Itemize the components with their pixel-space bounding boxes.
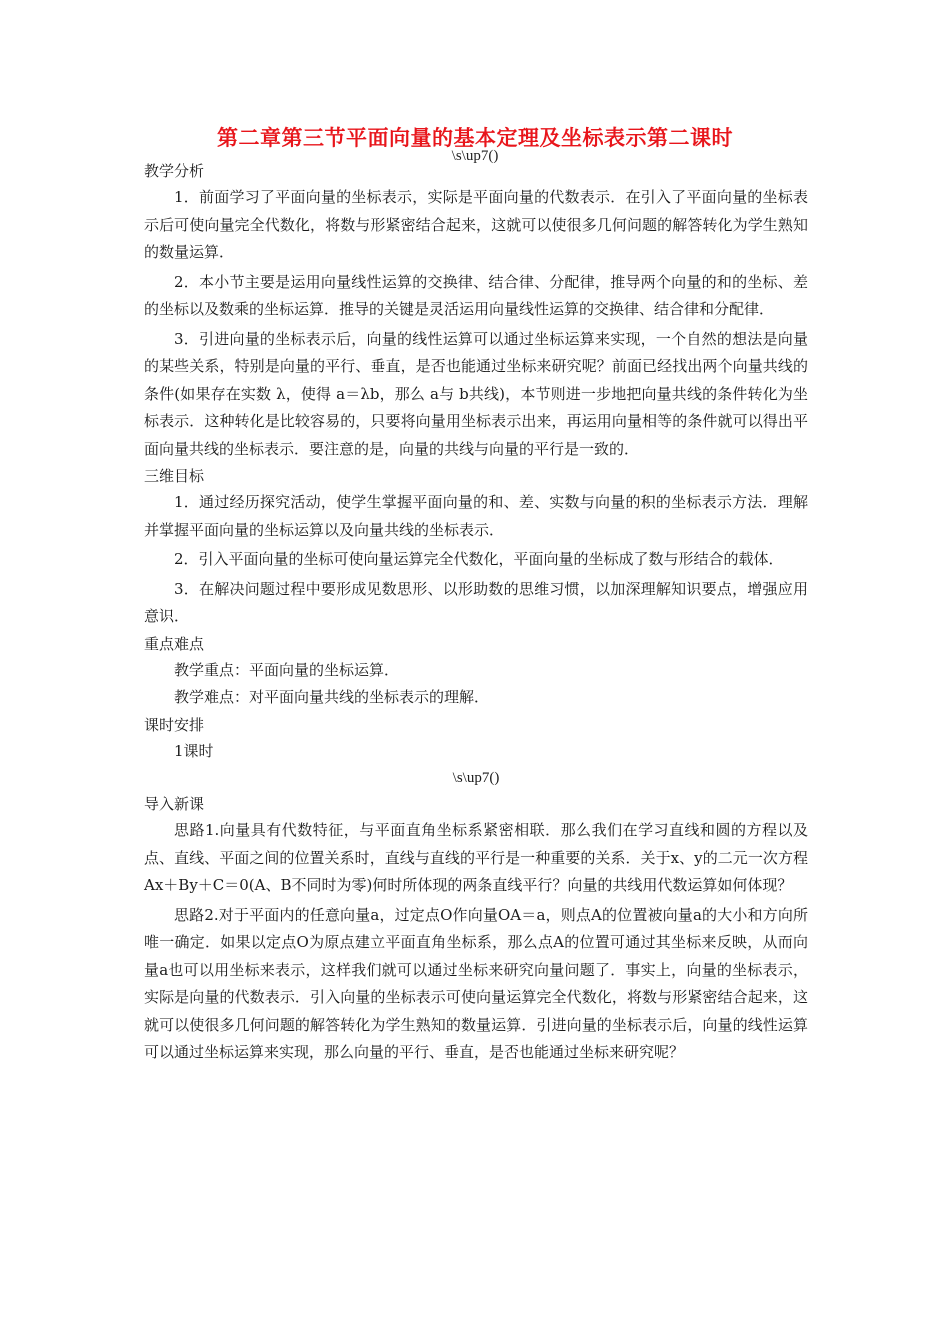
paragraph: 2．本小节主要是运用向量线性运算的交换律、结合律、分配律，推导两个向量的和的坐标、差的坐标以及数乘的坐标运算．推导的关键是灵活运用向量线性运算的交换律、结合律和分配律． — [144, 272, 808, 318]
paragraph: 思路1.向量具有代数特征，与平面直角坐标系紧密相联．那么我们在学习直线和圆的方程以及点、直线、平面之间的位置关系时，直线与直线的平行是一种重要的关系．关于x、y的二元一次方程Ax＋By＋C＝0(A、B不同时为零)何时所体现的两条直线平行？向量的共线用代数运算如何体现？ — [144, 821, 808, 894]
section-heading-goals: 三维目标 — [144, 467, 205, 485]
paragraph: 2．引入平面向量的坐标可使向量运算完全代数化，平面向量的坐标成了数与形结合的载体． — [174, 550, 784, 568]
section-heading-analysis: 教学分析 — [144, 162, 205, 180]
document-body — [144, 158, 808, 1067]
field-code-marker: \s\up7() — [451, 148, 499, 164]
paragraph: 3．在解决问题过程中要形成见数思形、以形助数的思维习惯，以加深理解知识要点，增强应用意识． — [144, 579, 808, 625]
paragraph: 3．引进向量的坐标表示后，向量的线性运算可以通过坐标运算来实现，一个自然的想法是向量的某些关系，特别是向量的平行、垂直，是否也能通过坐标来研究呢？前面已经找出两个向量共线的条件(如果存在实数 λ，使得 a＝λb，那么 a与 b共线)，本节则进一步地把向量共线的条件转化为坐标表示．这种转化是比较容易的，只要将向量用坐标表示出来，再运用向量相等的条件就可以得出平面向量共线的坐标表示．要注意的是，向量的共线与向量的平行是一致的． — [144, 329, 808, 458]
paragraph: 思路2.对于平面内的任意向量a，过定点O作向量OA＝a，则点A的位置被向量a的大小和方向所唯一确定．如果以定点O为原点建立平面直角坐标系，那么点A的位置可通过其坐标来反映，从而向量a也可以用坐标来表示，这样我们就可以通过坐标来研究向量问题了．事实上，向量的坐标表示，实际是向量的代数表示．引入向量的坐标表示可使向量运算完全代数化，将数与形紧密结合起来，这就可以使很多几何问题的解答转化为学生熟知的数量运算．引进向量的坐标表示后，向量的线性运算可以通过坐标运算来实现，那么向量的平行、垂直，是否也能通过坐标来研究呢？ — [144, 905, 808, 1061]
section-heading-schedule: 课时安排 — [144, 715, 205, 734]
field-code-marker: \s\up7() — [452, 770, 500, 786]
section-heading-intro: 导入新课 — [144, 795, 205, 813]
paragraph: 教学重点：平面向量的坐标运算． — [174, 660, 400, 679]
paragraph: 1．通过经历探究活动，使学生掌握平面向量的和、差、实数与向量的积的坐标表示方法．理解并掌握平面向量的坐标运算以及向量共线的坐标表示． — [144, 493, 808, 539]
paragraph: 教学难点：对平面向量共线的坐标表示的理解． — [174, 688, 490, 706]
paragraph: 1课时 — [174, 741, 214, 760]
section-heading-key-points: 重点难点 — [144, 634, 205, 653]
document-title: 第二章第三节平面向量的基本定理及坐标表示第二课时 — [217, 126, 733, 150]
paragraph: 1．前面学习了平面向量的坐标表示，实际是平面向量的代数表示．在引入了平面向量的坐标表示后可使向量完全代数化，将数与形紧密结合起来，这就可以使很多几何问题的解答转化为学生熟知的数量运算． — [144, 188, 808, 261]
